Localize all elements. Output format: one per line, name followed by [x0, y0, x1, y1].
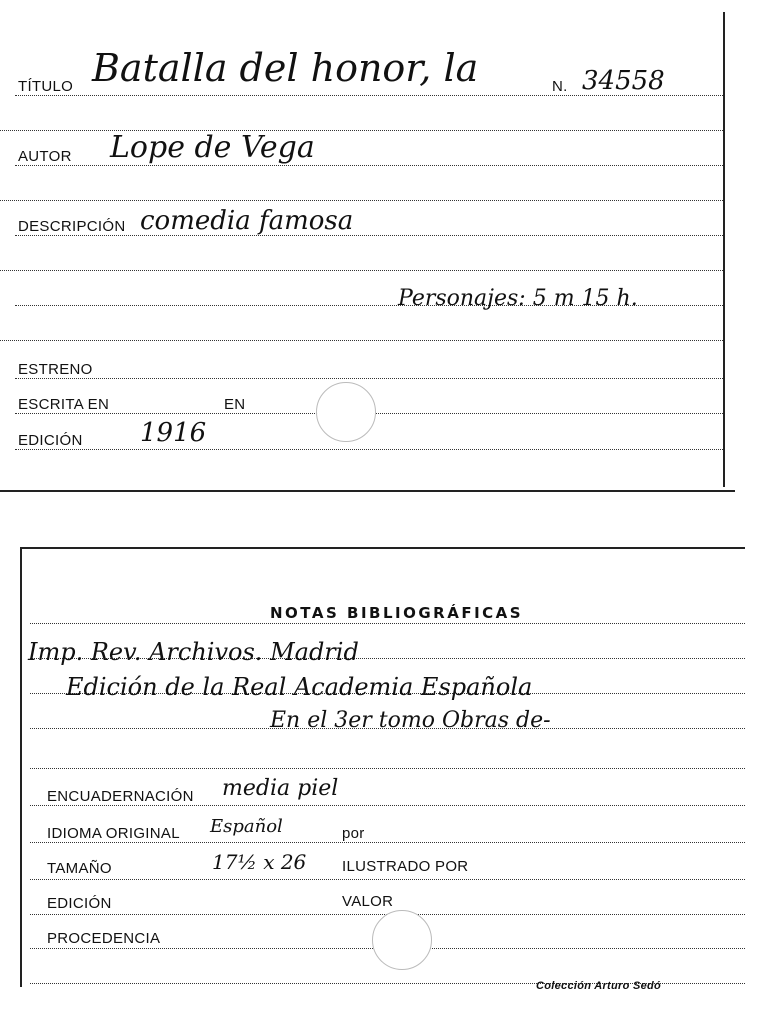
note-line-2: Edición de la Real Academia Española [66, 673, 533, 701]
procedencia-label: PROCEDENCIA [47, 930, 161, 947]
numero-label: N. [552, 78, 568, 95]
escrita-en-label: EN [224, 396, 246, 413]
rule [0, 200, 723, 201]
valor-label: VALOR [342, 893, 394, 910]
rule [0, 130, 723, 131]
catalog-card-front [0, 0, 759, 500]
titulo-label: TÍTULO [18, 78, 74, 95]
numero-value: 34558 [582, 66, 665, 96]
card1-right-border [723, 12, 725, 487]
autor-label: AUTOR [18, 148, 72, 165]
note-line-3: En el 3er tomo Obras de- [270, 708, 551, 733]
encuadernacion-value: media piel [222, 776, 339, 801]
card2-top-border [20, 547, 745, 549]
rule [15, 165, 723, 166]
rule [0, 270, 723, 271]
rule [0, 340, 723, 341]
coleccion-label: Colección Arturo Sedó [536, 980, 662, 992]
idioma-value: Español [210, 816, 283, 837]
punch-hole [372, 910, 432, 970]
card2-left-border [20, 547, 22, 987]
titulo-value: Batalla del honor, la [92, 46, 479, 90]
rule [15, 378, 723, 379]
catalog-card-back [0, 540, 759, 1028]
edicion2-label: EDICIÓN [47, 895, 112, 912]
ilustrado-label: ILUSTRADO POR [342, 858, 469, 875]
encuadernacion-label: ENCUADERNACIÓN [47, 788, 194, 805]
autor-value: Lope de Vega [110, 130, 315, 165]
por-label: por [342, 825, 365, 842]
tamano-label: TAMAÑO [47, 860, 112, 877]
idioma-label: IDIOMA ORIGINAL [47, 825, 180, 842]
estreno-label: ESTRENO [18, 361, 93, 378]
punch-hole [316, 382, 376, 442]
notas-heading: NOTAS BIBLIOGRÁFICAS [270, 604, 524, 622]
note-line-1: Imp. Rev. Archivos. Madrid [28, 638, 359, 666]
rule [15, 449, 723, 450]
descripcion-value: comedia famosa [140, 206, 354, 236]
rule [30, 623, 745, 624]
personajes-value: Personajes: 5 m 15 h. [398, 286, 638, 311]
edicion-label: EDICIÓN [18, 432, 83, 449]
escrita-label: ESCRITA EN [18, 396, 110, 413]
descripcion-label: DESCRIPCIÓN [18, 218, 126, 235]
rule [30, 879, 745, 880]
rule [30, 768, 745, 769]
edicion-value: 1916 [140, 418, 207, 448]
rule [30, 842, 745, 843]
card1-bottom-border [0, 490, 735, 492]
tamano-value: 17½ x 26 [212, 850, 307, 874]
rule [30, 805, 745, 806]
rule [15, 235, 723, 236]
